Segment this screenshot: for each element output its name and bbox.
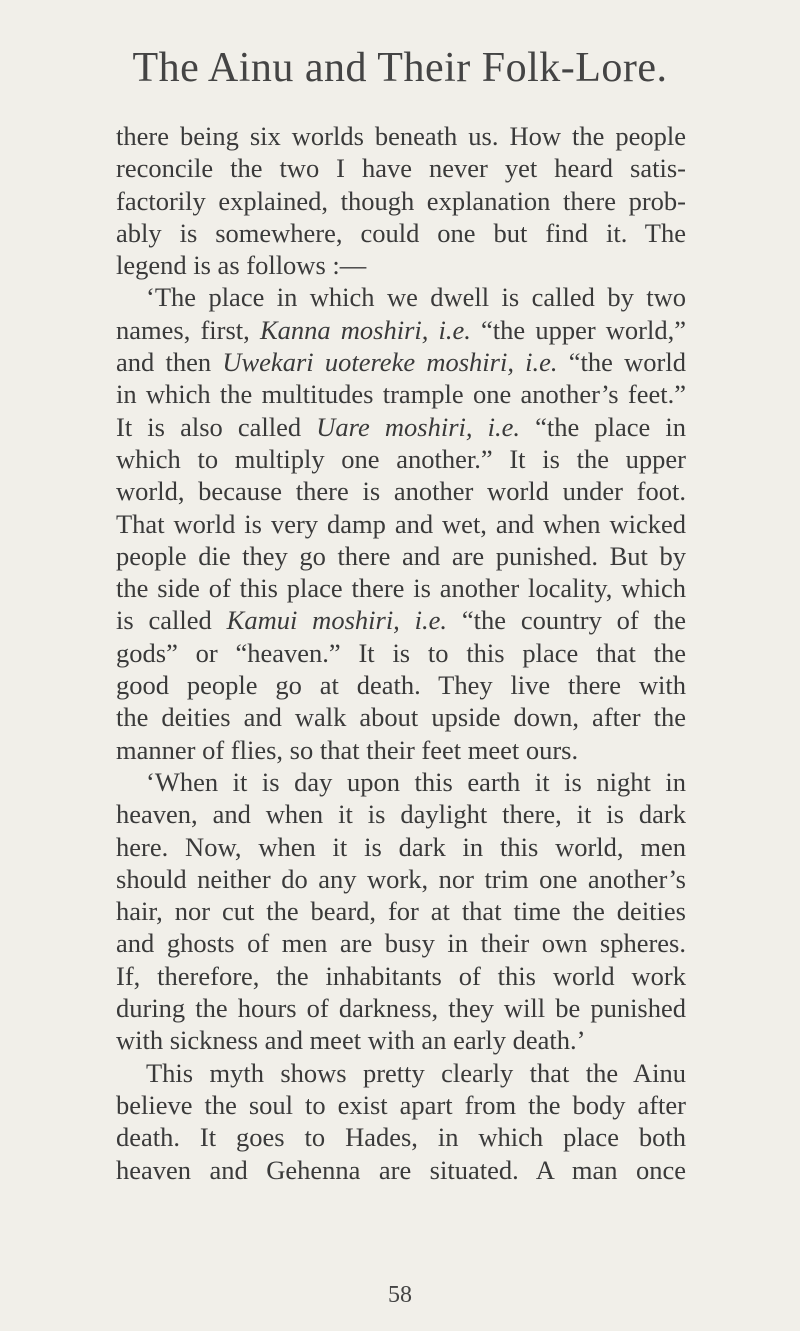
text-line: which to multiply one another.” It is the upper <box>116 443 686 474</box>
text-line: during the hours of darkness, they will be punished <box>116 993 686 1024</box>
page-number: 58 <box>388 1282 412 1308</box>
text-line: reconcile the two I have never yet heard satis- <box>116 153 686 184</box>
text-line: people die they go there and are punished. But by <box>116 540 686 571</box>
text-line: good people go at death. They live there with <box>116 670 686 701</box>
text-line: the side of this place there is another locality, which <box>116 573 686 604</box>
text-line: hair, nor cut the beard, for at that time the deities <box>116 896 686 927</box>
text-line: ‘The place in which we dwell is called by two <box>146 282 686 313</box>
text-line: That world is very damp and wet, and when wicked <box>116 508 686 539</box>
italic-term: Uwekari uotereke moshiri, i.e. <box>222 347 558 378</box>
text-line: heaven and Gehenna are situated. A man once <box>116 1154 686 1185</box>
italic-term: Uare moshiri, i.e. <box>316 411 520 442</box>
text-line: factorily explained, though explanation there prob- <box>116 185 686 216</box>
text-line: This myth shows pretty clearly that the Ainu <box>146 1057 686 1088</box>
text-line: there being six worlds beneath us. How the people <box>116 121 686 151</box>
italic-term: Kamui moshiri, i.e. <box>226 605 448 636</box>
text-line: in which the multitudes trample one another’s feet.” <box>116 379 686 410</box>
text-line: should neither do any work, nor trim one another’s <box>116 863 686 894</box>
text-line: is called Kamui moshiri, i.e. “the country of the <box>116 605 686 636</box>
text-line: ‘When it is day upon this earth it is night in <box>146 766 686 797</box>
text-line: heaven, and when it is daylight there, it is dark <box>116 799 686 830</box>
text-line: world, because there is another world under foot. <box>116 476 686 507</box>
text-line: death. It goes to Hades, in which place both <box>116 1122 686 1153</box>
text-line: here. Now, when it is dark in this world, men <box>116 831 686 862</box>
text-line: and ghosts of men are busy in their own spheres. <box>116 928 686 959</box>
text-line: believe the soul to exist apart from the body after <box>116 1089 686 1120</box>
text-line: If, therefore, the inhabitants of this world work <box>116 960 686 991</box>
text-line: gods” or “heaven.” It is to this place that the <box>116 637 686 668</box>
text-line: ably is somewhere, could one but find it. The <box>116 217 686 248</box>
text-line: legend is as follows :— <box>116 250 367 281</box>
italic-term: Kanna moshiri, i.e. <box>259 314 471 345</box>
text-line: manner of flies, so that their feet meet ours. <box>116 734 579 765</box>
text-line: the deities and walk about upside down, after the <box>116 702 686 733</box>
text-line: with sickness and meet with an early death.’ <box>116 1025 586 1056</box>
running-head: The Ainu and Their Folk-Lore. <box>132 45 668 91</box>
text-line: and then Uwekari uotereke moshiri, i.e. “the world <box>116 347 686 378</box>
text-line: names, first, Kanna moshiri, i.e. “the upper world,” <box>116 314 687 345</box>
body-text <box>116 120 686 1186</box>
text-line: It is also called Uare moshiri, i.e. “the place in <box>116 411 687 442</box>
